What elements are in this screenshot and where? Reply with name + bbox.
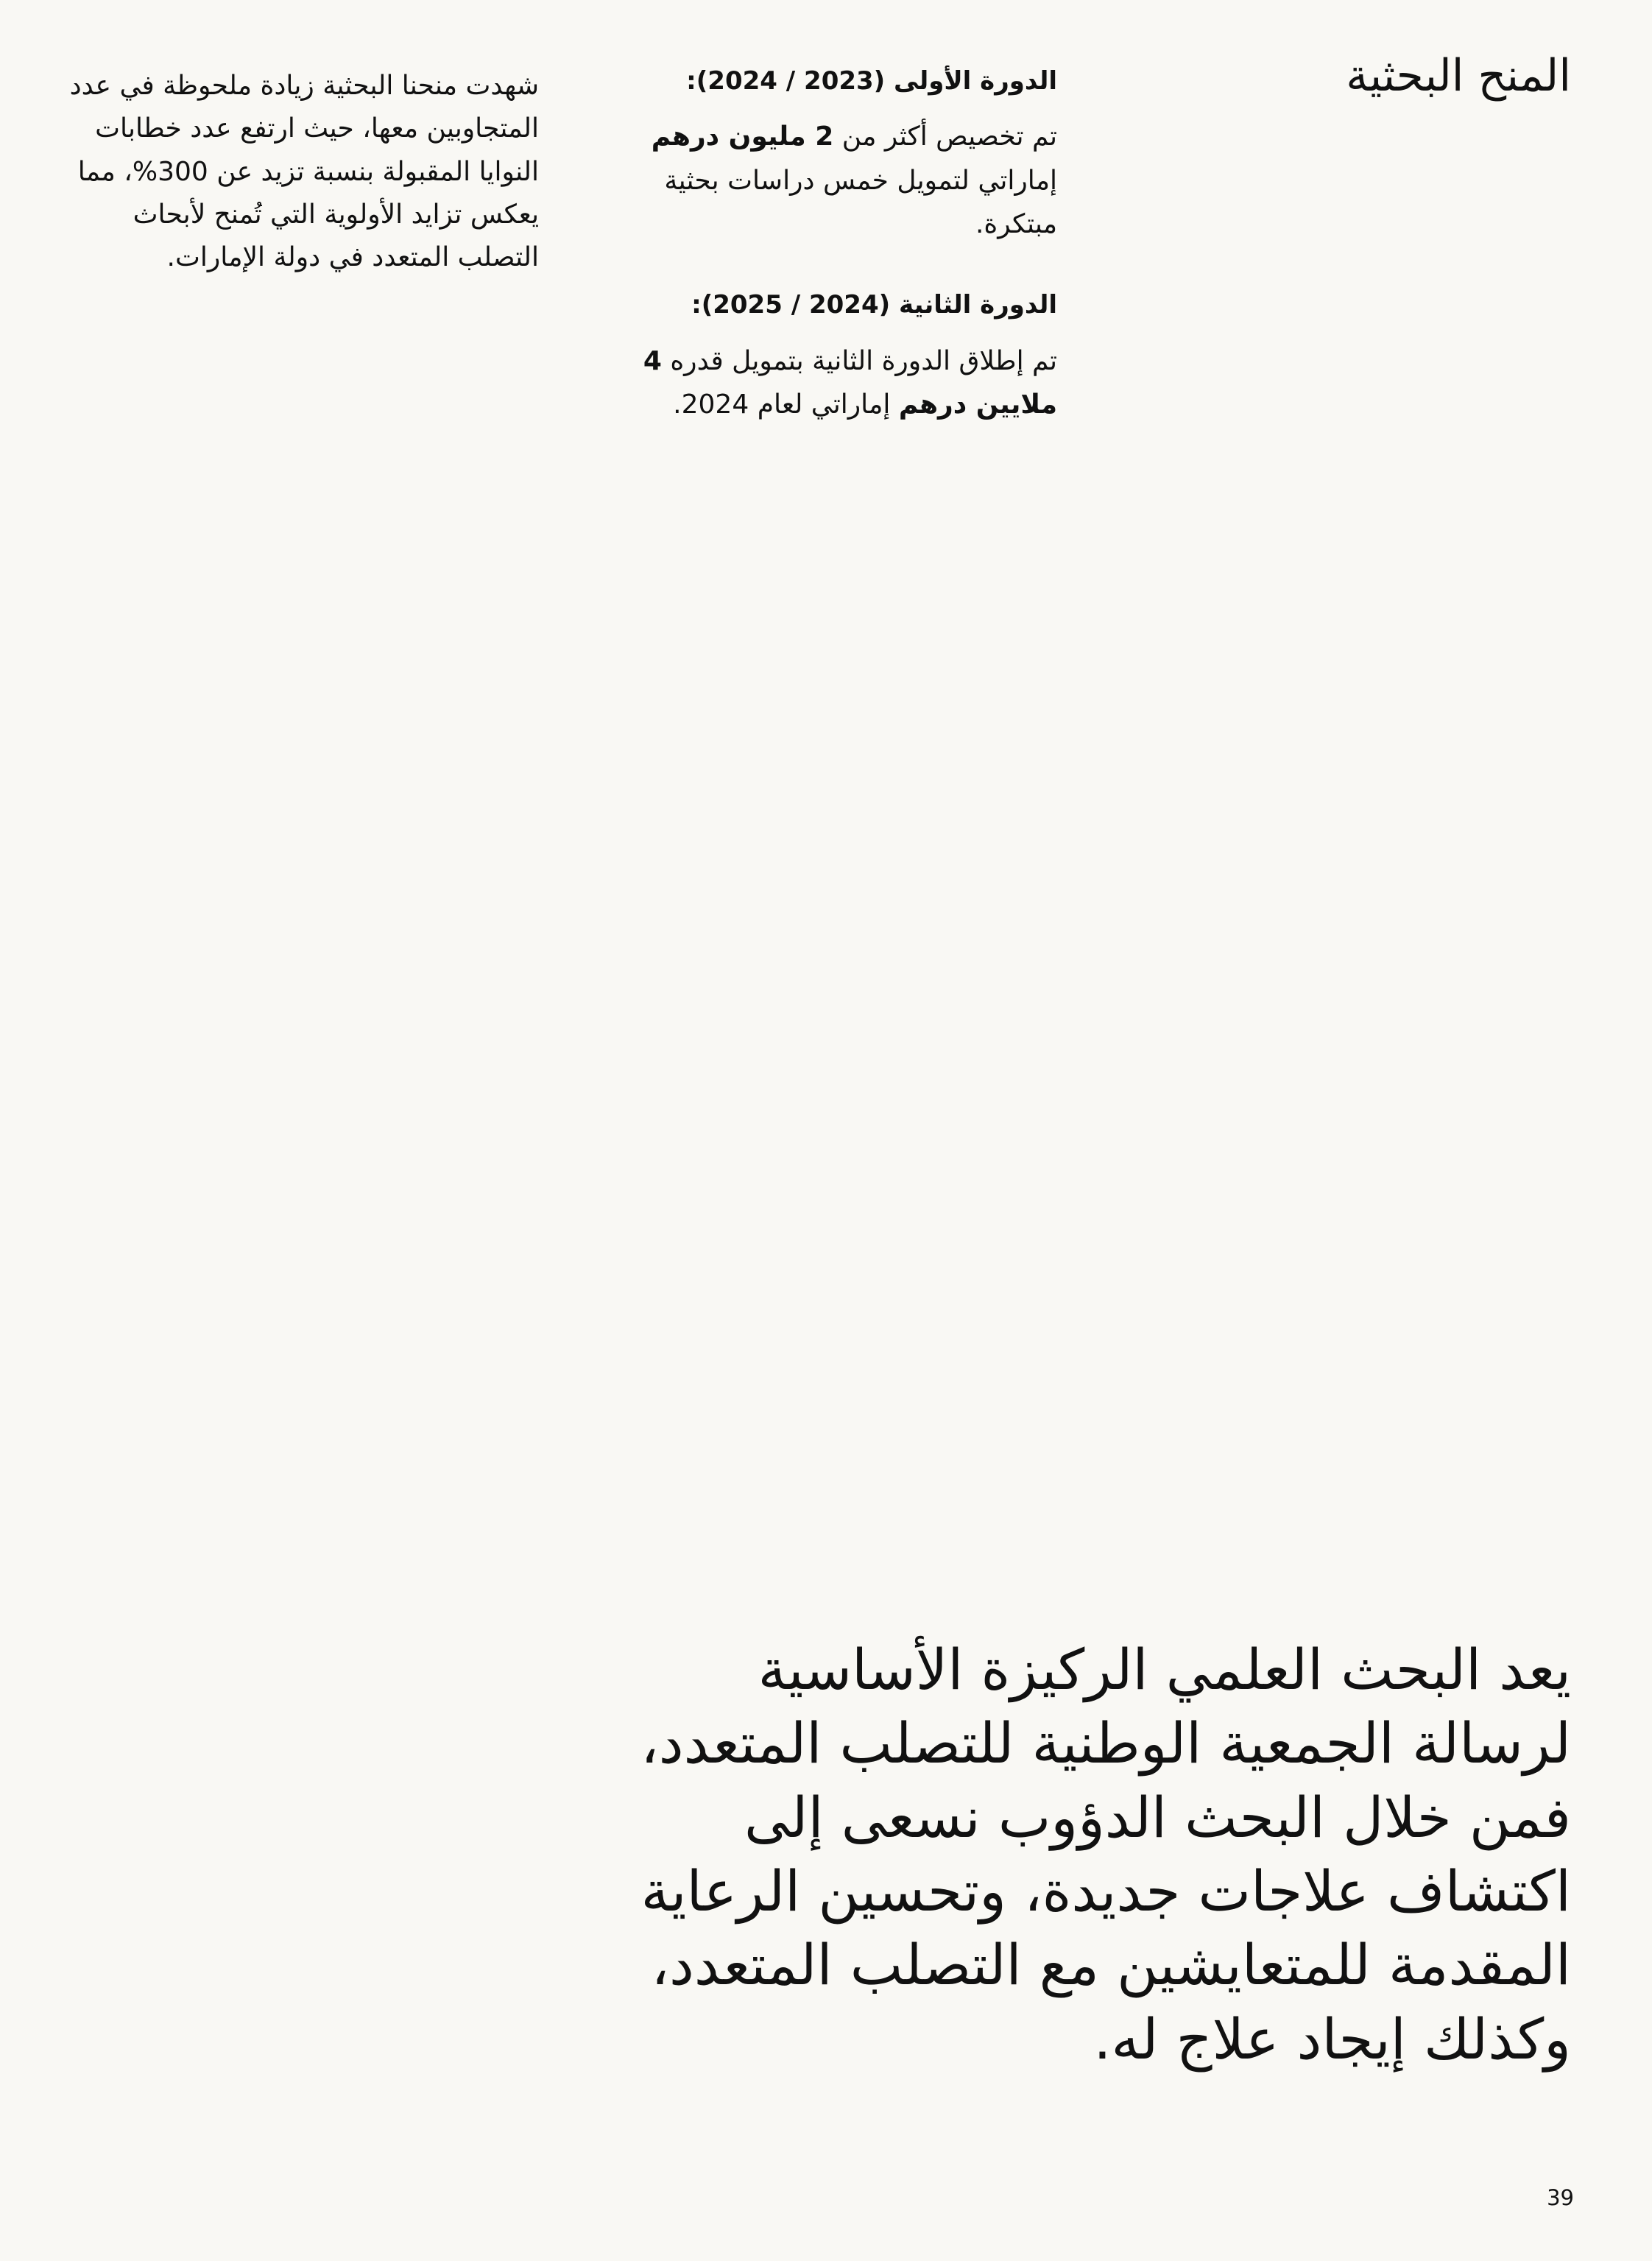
cycle-text — [615, 339, 1057, 427]
cycle-text-end: إماراتي لعام 2024. — [673, 389, 899, 420]
page-number: 39 — [1547, 2185, 1574, 2210]
cycle-text-start: تم تخصيص أكثر من — [833, 121, 1057, 152]
section-title: المنح البحثية — [1346, 50, 1571, 102]
cycle-amount: 2 مليون درهم — [651, 121, 834, 152]
cycle-text-start: تم إطلاق الدورة الثانية بتمويل قدره — [661, 345, 1057, 376]
mission-statement: يعد البحث العلمي الركيزة الأساسية لرسالة الجمعية الوطنية للتصلب المتعدد، فمن خلال البحث الدؤوب نسعى إلى اكتشاف علاجات جديدة، وتحسين الرعاية المقدمة للمتعايشين مع التصلب المتعدد، وكذلك إيجاد علاج له. — [640, 1637, 1571, 2072]
cycle-amount: 4 ملايين درهم — [643, 345, 1057, 420]
cycle-heading: الدورة الثانية (2024 / 2025): — [691, 290, 1057, 320]
cycle-text-end: إماراتي لتمويل خمس دراسات بحثية مبتكرة. — [664, 165, 1057, 239]
funding-cycles — [615, 65, 1057, 426]
funding-cycle-second — [615, 289, 1057, 426]
cycle-heading: الدورة الأولى (2023 / 2024): — [686, 66, 1057, 96]
cycle-text — [615, 115, 1057, 246]
funding-cycle-first — [615, 65, 1057, 246]
growth-note: شهدت منحنا البحثية زيادة ملحوظة في عدد المتجاوبين معها، حيث ارتفع عدد خطابات النوايا المقبولة بنسبة تزيد عن 300%، مما يعكس تزايد الأولوية التي تُمنح لأبحاث التصلب المتعدد في دولة الإمارات. — [69, 71, 539, 273]
